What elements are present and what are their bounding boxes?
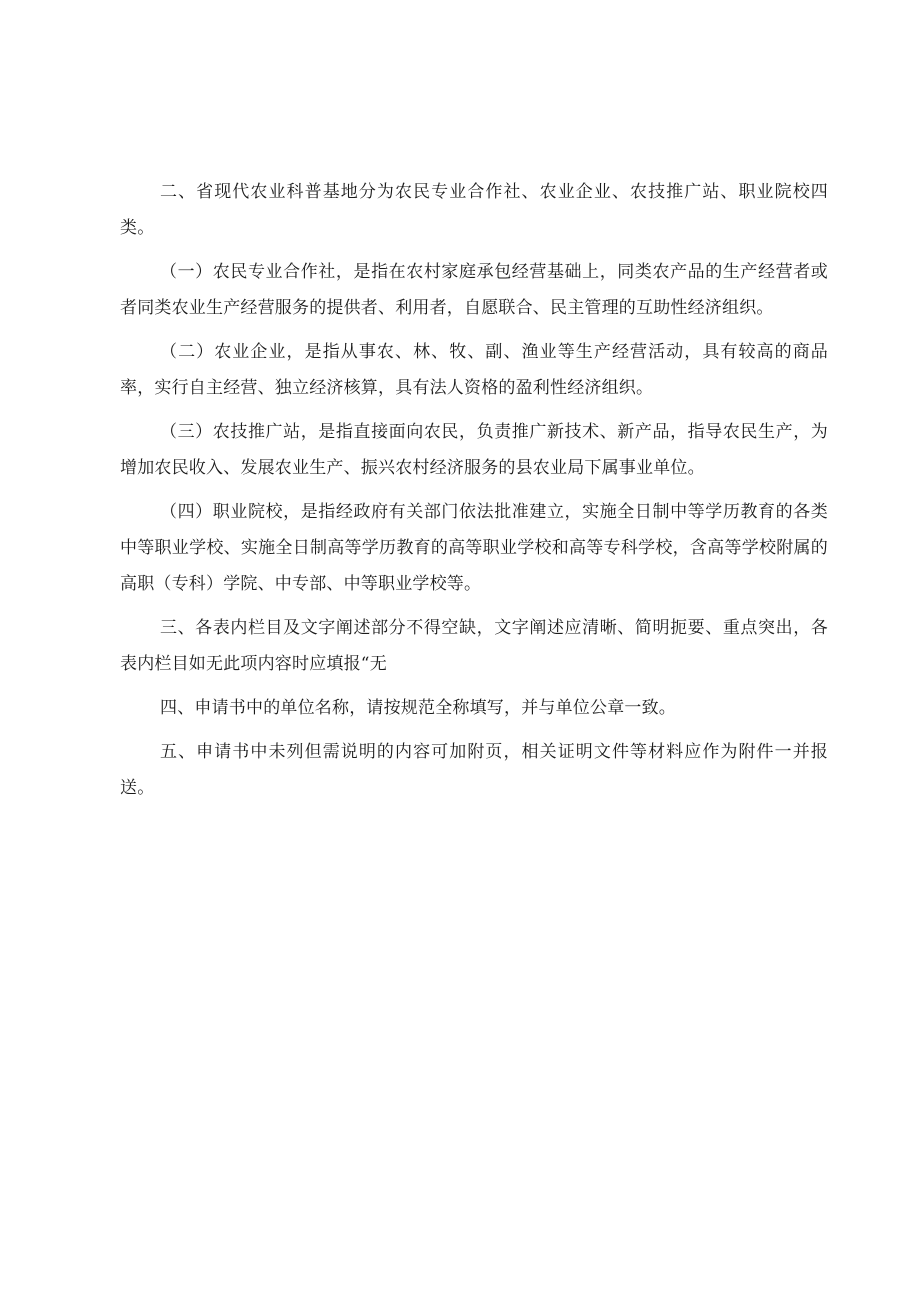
document-body	[120, 174, 828, 814]
paragraph-item-4-vocational-schools: （四）职业院校，是指经政府有关部门依法批准建立，实施全日制中等学历教育的各类中等职业学校、实施全日制高等学历教育的高等职业学校和高等专科学校，含高等学校附属的高职（专科）学院、中专部、中等职业学校等。	[120, 502, 828, 594]
paragraph-item-3-extension-stations: （三）农技推广站，是指直接面向农民，负责推广新技术、新产品，指导农民生产，为增加农民收入、发展农业生产、振兴农村经济服务的县农业局下属事业单位。	[120, 422, 828, 478]
paragraph-item-2-enterprises: （二）农业企业，是指从事农、林、牧、副、渔业等生产经营活动，具有较高的商品率，实行自主经营、独立经济核算，具有法人资格的盈利性经济组织。	[120, 342, 828, 398]
paragraph-section-2: 二、省现代农业科普基地分为农民专业合作社、农业企业、农技推广站、职业院校四类。	[120, 182, 828, 238]
paragraph-item-1-cooperatives: （一）农民专业合作社，是指在农村家庭承包经营基础上，同类农产品的生产经营者或者同类农业生产经营服务的提供者、利用者，自愿联合、民主管理的互助性经济组织。	[120, 262, 828, 318]
paragraph-section-3: 三、各表内栏目及文字阐述部分不得空缺，文字阐述应清晰、简明扼要、重点突出，各表内栏目如无此项内容时应填报“无	[120, 618, 828, 674]
paragraph-section-4: 四、申请书中的单位名称，请按规范全称填写，并与单位公章一致。	[160, 698, 676, 718]
paragraph-section-5: 五、申请书中未列但需说明的内容可加附页，相关证明文件等材料应作为附件一并报送。	[120, 742, 828, 798]
